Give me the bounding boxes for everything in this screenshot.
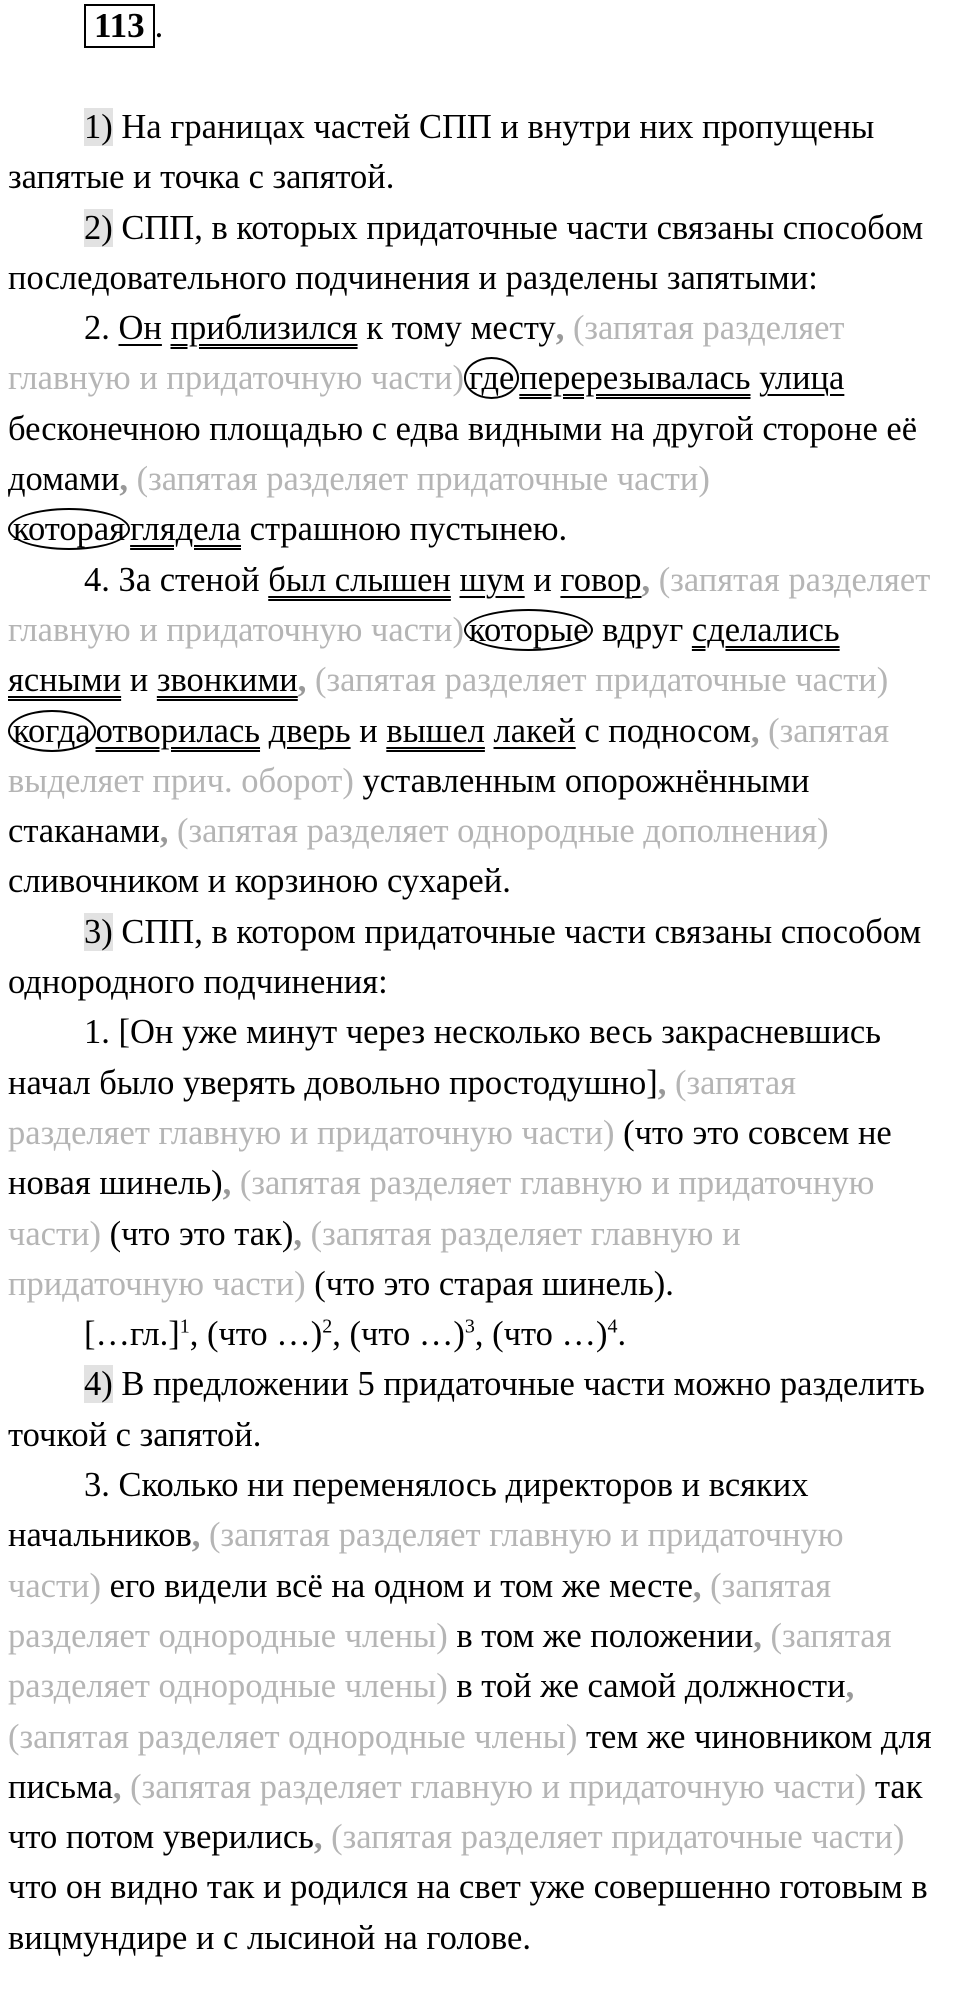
answer-item-3 [8,907,944,1008]
inserted-comma: , [657,1063,667,1102]
comma-note: (запятая разделяет главную и придаточную части) [8,1063,797,1152]
sentence-text: (что это старая шинель). [305,1264,674,1303]
sentence-text: 1. [Он уже минут через несколько весь закрасневшись начал было уверять довольно простодушно] [8,1013,881,1102]
inserted-comma: , [641,560,651,599]
sentence-text: (что это совсем не новая шинель) [8,1113,892,1203]
sentence-3 [8,1460,944,1963]
sentence-text: и [121,661,157,700]
subject: шум [459,560,525,599]
inserted-comma: , [750,711,760,750]
sentence-number: 4. За стеной [84,560,269,599]
sentence-text: и [350,711,387,750]
sentence-text: 3. Сколько ни переменялось директоров и всяких начальников [8,1466,809,1555]
sentence-text: с подносом [575,711,751,750]
predicate: перерезывалась [519,359,751,398]
predicate: вышел [386,711,485,750]
subject: лакей [493,711,576,750]
comma-note: (запятая разделяет главную и придаточную части) [8,1164,875,1253]
exercise-number-dot: . [154,7,164,45]
answer-item-1 [8,102,944,203]
sentence-text: уставленным опорожнёнными стаканами [8,761,810,851]
item-marker: 4) [84,1365,113,1404]
inserted-comma: , [112,1767,122,1806]
sentence-text: в том же положении [447,1616,754,1655]
predicate: был слышен [268,560,451,599]
inserted-comma: , [313,1818,323,1857]
comma-note: (запятая разделяет главную и придаточную части) [121,1767,867,1806]
inserted-comma: , [293,1214,302,1253]
item-marker: 3) [84,912,113,951]
scheme-part: , (что …) [474,1315,608,1354]
sentence-number: 2. [84,309,119,348]
inserted-comma: , [159,812,169,851]
subject: говор [560,560,642,599]
comma-note: (запятая разделяет главную и придаточную части) [8,1516,844,1605]
predicate: отворилась [95,711,261,750]
predicate: приблизился [170,309,358,348]
sentence-text: к тому месту [357,309,556,348]
sentence-text: и [524,560,561,599]
sentence-1 [8,1007,944,1309]
comma-note: (запятая разделяет придаточные части) [322,1818,905,1857]
scheme-index: 4 [607,1315,618,1338]
predicate: глядела [130,510,241,549]
scheme-index: 1 [179,1315,190,1338]
inserted-comma: , [845,1667,855,1706]
comma-note: (запятая разделяет однородные члены) [8,1616,892,1706]
scheme-part: […гл.] [84,1315,180,1354]
sentence-4 [8,555,944,907]
inserted-comma: , [692,1566,702,1605]
sentence-text: тем же чиновником для письма [8,1717,932,1806]
comma-note: (запятая разделяет придаточные части) [127,460,710,499]
sentence-text: так что потом уверились [8,1767,923,1857]
sentence-text: его видели всё на одном и том же месте [101,1566,693,1605]
comma-note: (запятая разделяет главную и придаточную части) [8,309,845,398]
sentence-2 [8,303,944,554]
item-marker: 1) [84,108,113,146]
sentence-scheme [8,1309,944,1359]
exercise-header [8,0,944,102]
scheme-index: 3 [464,1315,475,1338]
subject: Он [118,309,162,348]
inserted-comma: , [555,309,565,348]
answer-item-2 [8,203,944,304]
inserted-comma: , [753,1616,762,1655]
comma-note: (запятая разделяет однородные члены) [8,1566,832,1655]
comma-note: (запятая выделяет прич. оборот) [8,711,890,800]
subject: улица [759,359,845,398]
comma-note: (запятая разделяет главную и придаточную части) [8,1214,741,1303]
inserted-comma: , [222,1164,232,1203]
scheme-part: . [617,1315,627,1354]
conjunctive-word: которые [464,609,593,651]
comma-note: (запятая разделяет однородные члены) [8,1717,578,1756]
predicate: сделались ясными [8,610,840,700]
sentence-text: (что это так) [101,1214,294,1253]
inserted-comma: , [297,661,307,700]
scheme-index: 2 [322,1315,333,1338]
subject: дверь [268,711,351,750]
scheme-part: , (что …) [189,1315,323,1354]
sentence-text: вдруг [593,610,692,649]
conjunctive-word: где [464,357,519,399]
answer-item-4 [8,1359,944,1460]
conjunctive-word: которая [8,508,130,550]
conjunctive-word: когда [8,710,96,752]
predicate: звонкими [156,661,298,700]
sentence-text: в той же самой должности [447,1667,846,1706]
exercise-number: 113 [84,4,155,48]
comma-note: (запятая разделяет придаточные части) [306,661,889,700]
item-text: СПП, в которых придаточные части связаны способом последовательного подчинения и разделены запятыми: [8,208,924,297]
inserted-comma: , [191,1516,201,1555]
item-text: В предложении 5 придаточные части можно разделить точкой с запятой. [8,1365,925,1454]
sentence-text: что он видно так и родился на свет уже совершенно готовым в вицмундире и с лысиной на голове. [8,1868,928,1957]
sentence-text: бесконечною площадью с едва видными на другой стороне её домами [8,409,918,499]
item-text: СПП, в котором придаточные части связаны способом однородного подчинения: [8,912,922,1002]
sentence-text: страшною пустынею. [241,510,568,549]
inserted-comma: , [119,460,128,499]
item-marker: 2) [84,208,113,247]
sentence-text: сливочником и корзиною сухарей. [8,862,511,901]
item-text: На границах частей СПП и внутри них пропущены запятые и точка с запятой. [8,108,875,197]
comma-note: (запятая разделяет однородные дополнения) [168,812,829,851]
scheme-part: , (что …) [332,1315,465,1354]
comma-note: (запятая разделяет главную и придаточную части) [8,560,931,649]
